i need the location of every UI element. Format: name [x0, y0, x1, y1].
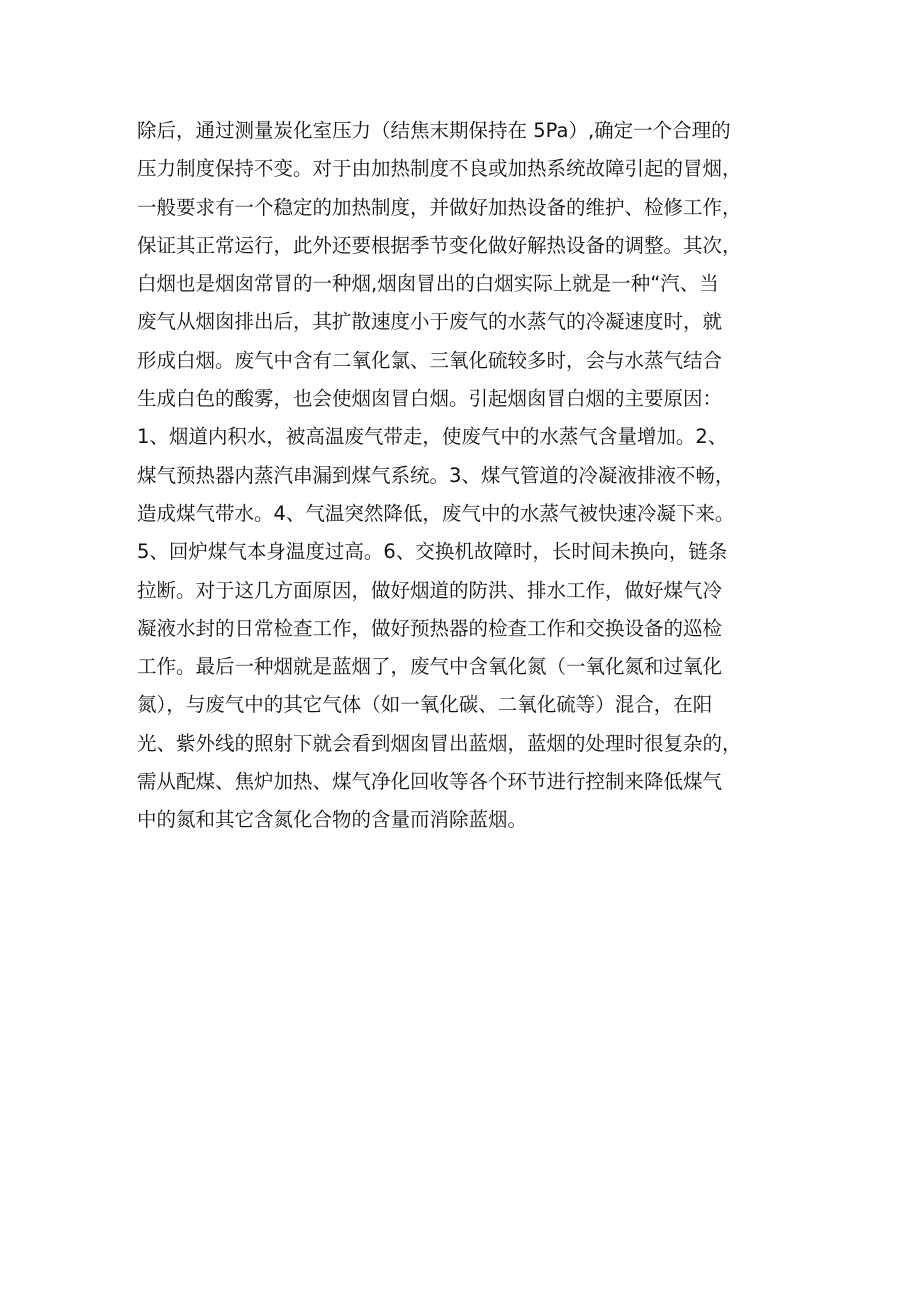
- text-line: 造成煤气带水。4、气温突然降低，废气中的水蒸气被快速冷凝下来。: [137, 501, 735, 525]
- text-line: 光、紫外线的照射下就会看到烟囱冒出蓝烟，蓝烟的处理时很复杂的，: [137, 731, 742, 755]
- text-line: 工作。最后一种烟就是蓝烟了，废气中含氧化氮（一氧化氮和过氧化: [137, 655, 723, 679]
- text-line: 需从配煤、焦炉加热、煤气净化回收等各个环节进行控制来降低煤气: [137, 770, 723, 794]
- text-line: 1、烟道内积水，被高温废气带走，使废气中的水蒸气含量增加。2、: [137, 425, 728, 449]
- text-line: 生成白色的酸雾，也会使烟囱冒白烟。引起烟囱冒白烟的主要原因：: [137, 387, 723, 411]
- text-line: 白烟也是烟囱常冒的一种烟,烟囱冒出的白烟实际上就是一种“汽、当: [137, 272, 719, 296]
- body-text: [137, 112, 817, 840]
- text-line: 形成白烟。废气中含有二氧化氯、三氧化硫较多时，会与水蒸气结合: [137, 348, 723, 372]
- text-line: 中的氮和其它含氮化合物的含量而消除蓝烟。: [137, 808, 528, 832]
- text-line: 一般要求有一个稳定的加热制度，并做好加热设备的维护、检修工作，: [137, 195, 742, 219]
- text-line: 废气从烟囱排出后，其扩散速度小于废气的水蒸气的冷凝速度时，就: [137, 310, 723, 334]
- text-line: 拉断。对于这几方面原因，做好烟道的防洪、排水工作，做好煤气冷: [137, 578, 723, 602]
- text-line: 压力制度保持不变。对于由加热制度不良或加热系统故障引起的冒烟，: [137, 157, 742, 181]
- text-line: 凝液水封的日常检查工作，做好预热器的检查工作和交换设备的巡检: [137, 616, 723, 640]
- text-line: 氮），与废气中的其它气体（如一氧化碳、二氧化硫等）混合，在阳: [137, 693, 713, 717]
- text-line: 除后，通过测量炭化室压力（结焦末期保持在 5Pa）,确定一个合理的: [137, 119, 731, 142]
- text-line: 煤气预热器内蒸汽串漏到煤气系统。3、煤气管道的冷凝液排液不畅，: [137, 463, 735, 487]
- text-line: 保证其正常运行，此外还要根据季节变化做好解热设备的调整。其次，: [137, 233, 742, 257]
- text-line: 5、回炉煤气本身温度过高。6、交换机故障时，长时间未换向，链条: [137, 540, 728, 564]
